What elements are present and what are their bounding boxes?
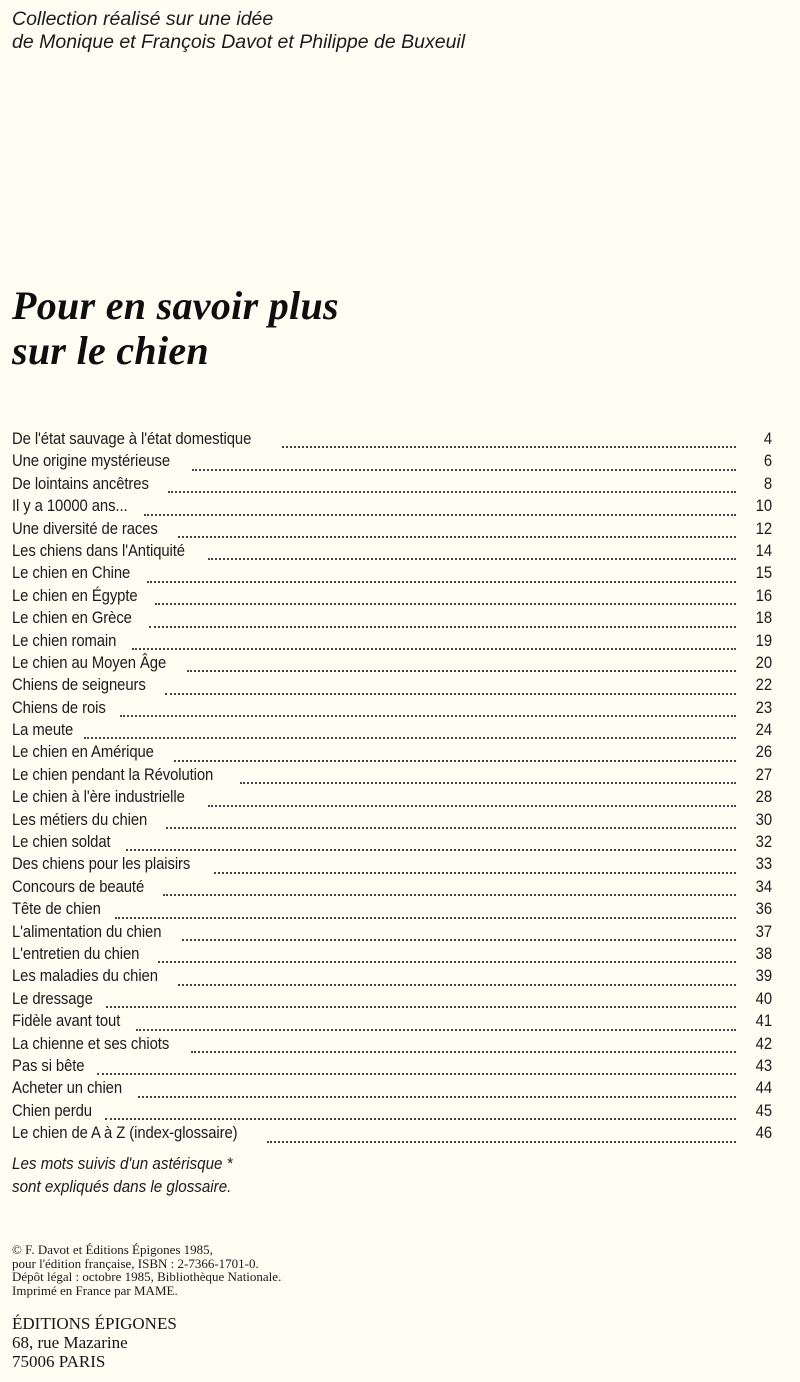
toc-entry-title: Le chien à l'ère industrielle — [12, 788, 185, 807]
dot-leader — [147, 581, 736, 583]
toc-entry — [12, 699, 772, 721]
note-line-1: Les mots suivis d'un astérisque * — [12, 1155, 233, 1173]
toc-entry — [12, 766, 772, 788]
toc-entry-page-number: 45 — [755, 1101, 772, 1120]
toc-entry-page-number: 41 — [755, 1012, 772, 1031]
dot-leader — [178, 984, 736, 986]
dot-leader — [97, 1073, 736, 1075]
toc-entry-page-number: 38 — [755, 944, 772, 963]
dot-leader — [187, 670, 736, 672]
toc-entry-page-number: 44 — [755, 1079, 772, 1098]
note-line-2: sont expliqués dans le glossaire. — [12, 1178, 232, 1196]
title-line-2: sur le chien — [12, 328, 209, 373]
toc-entry — [12, 855, 772, 877]
toc-entry-page-number: 12 — [755, 519, 772, 538]
toc-entry-title: Chiens de seigneurs — [12, 676, 146, 695]
dot-leader — [158, 961, 736, 963]
toc-entry-title: De lointains ancêtres — [12, 474, 149, 493]
toc-entry — [12, 676, 772, 698]
toc-entry-title: Les métiers du chien — [12, 810, 148, 829]
toc-entry-title: Les chiens dans l'Antiquité — [12, 541, 185, 560]
toc-entry — [12, 923, 772, 945]
toc-entry — [12, 878, 772, 900]
toc-entry-title: La chienne et ses chiots — [12, 1034, 170, 1053]
dot-leader — [267, 1141, 736, 1143]
toc-entry-page-number: 16 — [755, 586, 772, 605]
toc-entry-title: La meute — [12, 721, 74, 740]
dot-leader — [138, 1096, 736, 1098]
credit-line-1: Collection réalisé sur une idée — [12, 8, 274, 30]
dot-leader — [174, 760, 736, 762]
toc-entry-page-number: 6 — [763, 452, 772, 471]
toc-entry-title: Fidèle avant tout — [12, 1012, 121, 1031]
dot-leader — [132, 648, 736, 650]
dot-leader — [155, 603, 736, 605]
toc-entry-title: Le chien de A à Z (index-glossaire) — [12, 1124, 238, 1143]
credit-line-2: de Monique et François Davot et Philippe de Buxeuil — [12, 31, 466, 53]
toc-entry-title: Acheter un chien — [12, 1079, 123, 1098]
dot-leader — [192, 469, 736, 471]
toc-entry — [12, 900, 772, 922]
dot-leader — [182, 939, 736, 941]
toc-entry-title: Le chien en Grèce — [12, 609, 132, 628]
toc-entry-page-number: 8 — [763, 474, 772, 493]
toc-entry-page-number: 30 — [755, 810, 772, 829]
toc-entry — [12, 1035, 772, 1057]
toc-entry-title: Le chien au Moyen Âge — [12, 653, 167, 672]
dot-leader — [163, 894, 736, 896]
table-of-contents — [12, 430, 772, 1147]
toc-entry-title: Tête de chien — [12, 900, 101, 919]
toc-entry — [12, 542, 772, 564]
copyright-line-2: pour l'édition française, ISBN : 2-7366-1701-0. — [12, 1255, 259, 1271]
toc-entry-page-number: 40 — [755, 989, 772, 1008]
title-line-1: Pour en savoir plus — [12, 283, 339, 328]
toc-entry — [12, 811, 772, 833]
toc-entry-page-number: 23 — [755, 698, 772, 717]
toc-entry — [12, 1057, 772, 1079]
dot-leader — [136, 1029, 736, 1031]
toc-entry-title: Les maladies du chien — [12, 967, 158, 986]
copyright-line-4: Imprimé en France par MAME. — [12, 1282, 178, 1298]
toc-entry — [12, 497, 772, 519]
toc-entry-page-number: 10 — [755, 497, 772, 516]
copyright-block — [12, 1243, 281, 1297]
publisher-city: 75006 PARIS — [12, 1352, 106, 1371]
dot-leader — [106, 1006, 736, 1008]
toc-entry — [12, 654, 772, 676]
dot-leader — [168, 491, 736, 493]
page-title — [12, 283, 339, 373]
dot-leader — [191, 1051, 736, 1053]
toc-entry-page-number: 32 — [755, 833, 772, 852]
toc-entry-page-number: 34 — [755, 877, 772, 896]
dot-leader — [240, 782, 736, 784]
toc-entry-title: L'alimentation du chien — [12, 922, 162, 941]
toc-entry — [12, 833, 772, 855]
toc-entry-page-number: 42 — [755, 1034, 772, 1053]
toc-entry-title: Il y a 10000 ans... — [12, 497, 128, 516]
toc-entry-title: Des chiens pour les plaisirs — [12, 855, 191, 874]
toc-entry-title: Une origine mystérieuse — [12, 452, 171, 471]
toc-entry — [12, 632, 772, 654]
toc-entry-title: Une diversité de races — [12, 519, 158, 538]
toc-entry — [12, 945, 772, 967]
toc-entry — [12, 475, 772, 497]
toc-entry-page-number: 15 — [755, 564, 772, 583]
dot-leader — [105, 1118, 736, 1120]
toc-entry-page-number: 43 — [755, 1056, 772, 1075]
toc-entry — [12, 1124, 772, 1146]
toc-entry — [12, 1102, 772, 1124]
toc-entry — [12, 721, 772, 743]
toc-entry — [12, 743, 772, 765]
toc-entry — [12, 520, 772, 542]
toc-entry-page-number: 28 — [755, 788, 772, 807]
dot-leader — [126, 849, 737, 851]
dot-leader — [208, 805, 736, 807]
dot-leader — [120, 715, 736, 717]
toc-entry-page-number: 24 — [755, 721, 772, 740]
toc-entry — [12, 990, 772, 1012]
toc-entry — [12, 609, 772, 631]
dot-leader — [165, 693, 736, 695]
toc-entry-title: Chien perdu — [12, 1101, 92, 1120]
toc-entry — [12, 430, 772, 452]
toc-entry-page-number: 46 — [755, 1124, 772, 1143]
glossary-note — [12, 1153, 252, 1199]
publisher-street: 68, rue Mazarine — [12, 1333, 128, 1352]
toc-entry — [12, 1079, 772, 1101]
dot-leader — [115, 917, 736, 919]
copyright-line-3: Dépôt légal : octobre 1985, Bibliothèque Nationale. — [12, 1269, 282, 1284]
dot-leader — [149, 626, 736, 628]
toc-entry-page-number: 27 — [755, 765, 772, 784]
toc-entry-page-number: 33 — [755, 855, 772, 874]
toc-entry-title: Le chien romain — [12, 631, 117, 650]
toc-entry-title: Le chien en Égypte — [12, 586, 138, 605]
toc-entry-title: Le chien en Chine — [12, 564, 131, 583]
toc-entry-page-number: 36 — [755, 900, 772, 919]
toc-entry-page-number: 26 — [755, 743, 772, 762]
publisher-address — [12, 1314, 177, 1371]
toc-entry-page-number: 18 — [755, 609, 772, 628]
toc-entry-page-number: 4 — [763, 430, 772, 448]
toc-entry — [12, 452, 772, 474]
toc-entry-page-number: 14 — [755, 541, 772, 560]
toc-entry-title: Le chien soldat — [12, 833, 111, 852]
dot-leader — [214, 872, 736, 874]
toc-entry-title: L'entretien du chien — [12, 944, 140, 963]
dot-leader — [178, 536, 736, 538]
toc-entry-title: De l'état sauvage à l'état domestique — [12, 430, 252, 448]
publisher-name: ÉDITIONS ÉPIGONES — [12, 1314, 177, 1333]
toc-entry — [12, 788, 772, 810]
dot-leader — [84, 737, 736, 739]
toc-entry-page-number: 37 — [755, 922, 772, 941]
copyright-line-1: © F. Davot et Éditions Épigones 1985, — [12, 1242, 213, 1257]
toc-entry — [12, 564, 772, 586]
toc-entry-title: Concours de beauté — [12, 877, 145, 896]
toc-entry-page-number: 19 — [755, 631, 772, 650]
dot-leader — [282, 446, 736, 448]
dot-leader — [208, 558, 736, 560]
toc-entry-page-number: 20 — [755, 653, 772, 672]
toc-entry-title: Le chien en Amérique — [12, 743, 154, 762]
toc-entry-page-number: 39 — [755, 967, 772, 986]
toc-entry — [12, 587, 772, 609]
dot-leader — [166, 827, 736, 829]
toc-entry-title: Le chien pendant la Révolution — [12, 765, 214, 784]
toc-entry-title: Pas si bête — [12, 1056, 85, 1075]
collection-credit — [12, 8, 465, 54]
toc-entry-title: Chiens de rois — [12, 698, 106, 717]
toc-entry-page-number: 22 — [755, 676, 772, 695]
dot-leader — [144, 514, 736, 516]
toc-entry-title: Le dressage — [12, 989, 93, 1008]
toc-entry — [12, 967, 772, 989]
toc-entry — [12, 1012, 772, 1034]
